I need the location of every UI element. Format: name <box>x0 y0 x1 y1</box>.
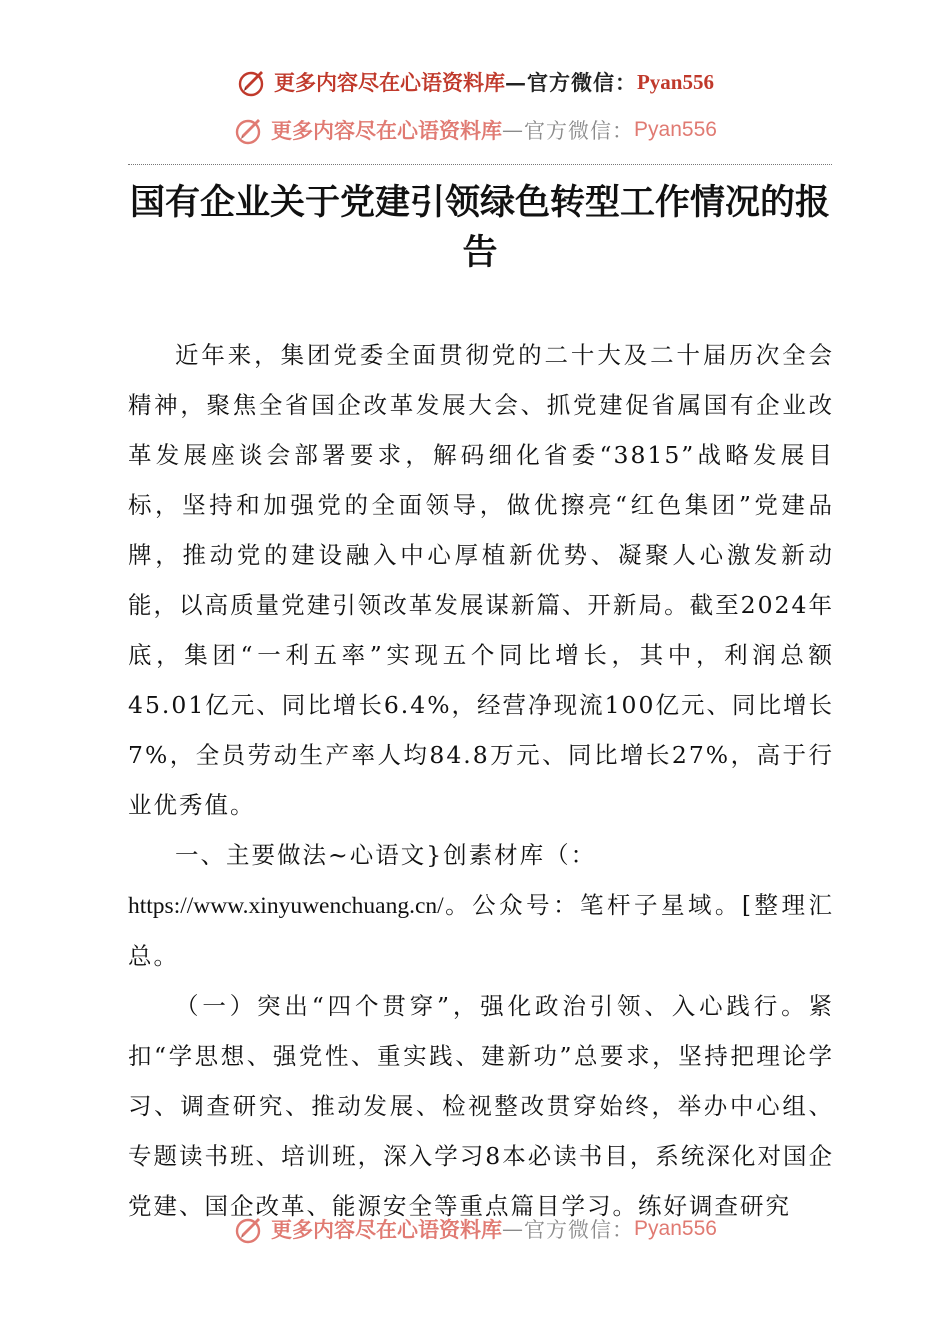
watermark-wechat-label: 官方微信： <box>524 1218 635 1242</box>
pen-logo-icon <box>233 1212 267 1246</box>
pen-logo-icon <box>233 113 267 147</box>
watermark-wechat-id: Pyan556 <box>634 1217 717 1240</box>
watermark-site: 更多内容尽在心语资料库 <box>271 118 503 143</box>
watermark-banner-faded <box>0 110 950 150</box>
watermark-dash: — <box>502 118 525 142</box>
watermark-banner-top <box>0 62 950 102</box>
pen-logo-icon <box>236 65 270 99</box>
watermark-wechat-label: 官方微信： <box>526 70 637 95</box>
source-link[interactable]: https://www.xinyuwenchuang.cn/ <box>128 893 444 919</box>
watermark-dash: — <box>504 69 527 95</box>
watermark-site: 更多内容尽在心语资料库 <box>273 70 505 95</box>
paragraph-intro: 近年来，集团党委全面贯彻党的二十大及二十届历次全会精神，聚焦全省国企改革发展大会、抓党建促省属国有企业改革发展座谈会部署要求，解码细化省委“3815”战略发展目标，坚持和加强党的全面领导，做优擦亮“红色集团”党建品牌，推动党的建设融入中心厚植新优势、凝聚人心激发新动能，以高质量党建引领改革发展谋新篇、开新局。截至2024年底，集团“一利五率”实现五个同比增长，其中，利润总额45.01亿元、同比增长6.4%，经营净现流100亿元、同比增长7%，全员劳动生产率人均84.8万元、同比增长27%，高于行业优秀值。 <box>128 341 834 819</box>
watermark-banner-bottom <box>0 1209 950 1249</box>
watermark-wechat-id: Pyan556 <box>634 118 717 141</box>
watermark-dash: — <box>502 1217 525 1241</box>
document-body <box>128 330 834 1231</box>
paragraph-subsection-1: （一）突出“四个贯穿”，强化政治引领、入心践行。紧扣“学思想、强党性、重实践、建新功”总要求，坚持把理论学习、调查研究、推动发展、检视整改贯穿始终，举办中心组、专题读书班、培训班，深入学习8本必读书目，系统深化对国企党建、国企改革、能源安全等重点篇目学习。练好调查研究 <box>128 992 834 1220</box>
watermark-wechat-label: 官方微信： <box>524 119 635 143</box>
document-title: 国有企业关于党建引领绿色转型工作情况的报告 <box>129 182 830 273</box>
url-paragraph-rest: 。公众号：笔杆子星域。[整理汇总。 <box>128 891 834 970</box>
header-divider <box>128 164 832 165</box>
section-heading: 一、主要做法~心语文}创素材库（： <box>175 841 597 869</box>
watermark-site: 更多内容尽在心语资料库 <box>271 1217 503 1242</box>
url-paragraph <box>128 880 834 981</box>
watermark-wechat-id: Pyan556 <box>636 69 714 94</box>
